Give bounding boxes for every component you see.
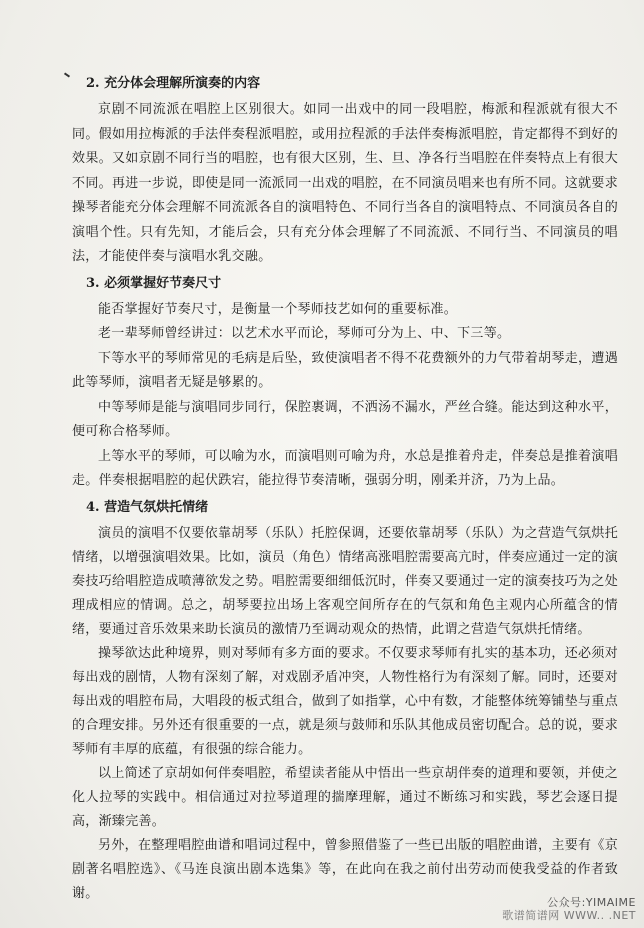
paragraph: 以上简述了京胡如何伴奏唱腔，希望读者能从中悟出一些京胡伴奏的道理和要领，并使之化人拉琴的实践中。相信通过对拉琴道理的揣摩理解，通过不断练习和实践，琴艺会逐日提高，渐臻完善。 bbox=[72, 765, 618, 829]
section-heading: 2. 充分体会理解所演奏的内容 bbox=[86, 76, 261, 91]
watermark-line-1: 公众号:YIMAIME bbox=[547, 896, 636, 909]
paragraph: 另外，在整理唱腔曲谱和唱词过程中，曾参照借鉴了一些已出版的唱腔曲谱，主要有《京剧著名唱腔选》、《马连良演出剧本选集》等，在此向在我之前付出劳动而使我受益的作者致谢。 bbox=[72, 837, 618, 901]
watermark bbox=[502, 896, 636, 922]
paragraph: 京剧不同流派在唱腔上区别很大。如同一出戏中的同一段唱腔，梅派和程派就有很大不同。假如用拉梅派的手法伴奏程派唱腔，或用拉程派的手法伴奏梅派唱腔，肯定都得不到好的效果。又如京剧不同行当的唱腔，也有很大区别，生、旦、净各行当唱腔在伴奏特点上有很大不同。再进一步说，即使是同一流派同一出戏的唱腔，在不同演员唱来也有所不同。这就要求操琴者能充分体会理解不同流派各自的演唱特色、不同行当各自的演唱特点、不同演员各自的演唱个性。只有先知，才能后会，只有充分体会理解了不同流派、不同行当、不同演员的唱法，才能使伴奏与演唱水乳交融。 bbox=[72, 102, 618, 264]
paragraph: 演员的演唱不仅要依靠胡琴（乐队）托腔保调，还要依靠胡琴（乐队）为之营造气氛烘托情绪，以增强演唱效果。比如，演员（角色）情绪高涨唱腔需要高亢时，伴奏应通过一定的演奏技巧给唱腔造成喷薄欲发之势。唱腔需要细细低沉时，伴奏又要通过一定的演奏技巧为之处理成相应的情调。总之，胡琴要拉出场上客观空间所存在的气氛和角色主观内心所蕴含的情绪，要通过音乐效果来助长演员的激情乃至调动观众的热情，此谓之营造气氛烘托情绪。 bbox=[72, 525, 618, 637]
document-body bbox=[72, 70, 618, 906]
paragraph: 上等水平的琴师，可以喻为水，而演唱则可喻为舟，水总是推着舟走，伴奏总是推着演唱走。伴奏根据唱腔的起伏跌宕，能拉得节奏清晰，强弱分明，刚柔并济，乃为上品。 bbox=[72, 448, 618, 488]
paragraph: 下等水平的琴师常见的毛病是后坠，致使演唱者不得不花费额外的力气带着胡琴走，遭遇此等琴师，演唱者无疑是够累的。 bbox=[72, 350, 618, 390]
watermark-line-2: 歌谱简谱网 WWW.. .NET bbox=[502, 909, 636, 922]
paragraph: 能否掌握好节奏尺寸，是衡量一个琴师技艺如何的重要标准。 bbox=[98, 301, 458, 317]
section-heading: 4. 营造气氛烘托情绪 bbox=[86, 499, 209, 515]
paragraph: 操琴欲达此种境界，则对琴师有多方面的要求。不仅要求琴师有扎实的基本功，还必须对每出戏的剧情，人物有深刻了解，对戏剧矛盾冲突，人物性格行为有深刻了解。同时，还要对每出戏的唱腔布局，大唱段的板式组合，做到了如指掌，心中有数，才能整体统筹铺垫与重点的合理安排。另外还有很重要的一点，就是须与鼓师和乐队其他成员密切配合。总的说，要求琴师有丰厚的底蕴，有很强的综合能力。 bbox=[72, 645, 618, 757]
stray-mark bbox=[64, 72, 70, 77]
section-heading: 3. 必须掌握好节奏尺寸 bbox=[86, 275, 222, 291]
paragraph: 老一辈琴师曾经讲过：以艺术水平而论，琴师可分为上、中、下三等。 bbox=[98, 326, 511, 341]
paragraph: 中等琴师是能与演唱同步同行，保腔裹调，不洒汤不漏水，严丝合缝。能达到这种水平，便可称合格琴师。 bbox=[72, 399, 618, 439]
